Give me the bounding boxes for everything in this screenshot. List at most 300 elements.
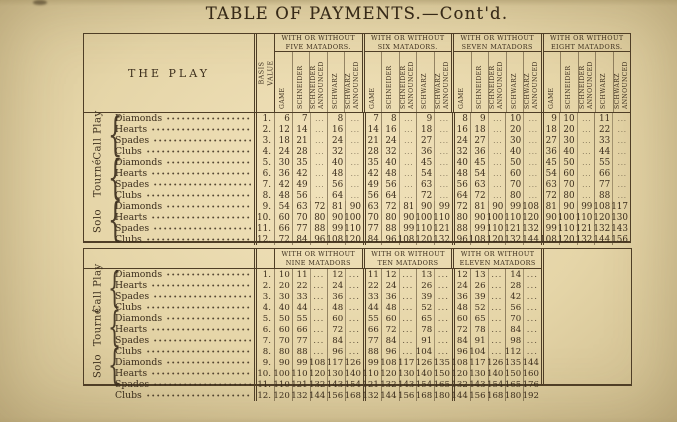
payments-table-lower (83, 248, 632, 401)
dotted-leader (152, 168, 251, 179)
payment-cell: 56 (363, 190, 381, 201)
play-name: Diamonds (115, 201, 163, 212)
payment-cell: 72 (381, 201, 399, 212)
payment-cell: 45 (541, 157, 559, 168)
payment-cell: 132 (308, 379, 326, 390)
column-header (416, 52, 434, 112)
basis-value-cell: 2. (254, 280, 274, 291)
group-title-label: WITH OR WITHOUT NINE MATADORS (281, 250, 356, 267)
payment-cell: ... (612, 168, 630, 179)
payment-cell: 70 (292, 212, 310, 223)
column-header (488, 52, 506, 112)
payment-cell: 28 (363, 146, 381, 157)
play-name: Spades (115, 379, 150, 390)
payment-cell: ... (345, 346, 363, 357)
payment-cell: 120 (415, 234, 433, 245)
payment-cell: ... (523, 190, 541, 201)
payment-cell: 48 (274, 190, 292, 201)
column-header (292, 52, 310, 112)
payment-cell: 64 (327, 190, 345, 201)
payment-cell: ... (523, 291, 541, 302)
matador-group-header (362, 34, 452, 112)
payment-cell: 108 (397, 234, 415, 245)
column-header-label: SCHWARZ (421, 73, 429, 109)
payment-cell: 11 (594, 113, 612, 124)
payment-cell: 63 (363, 201, 381, 212)
payment-cell: 100 (273, 368, 290, 379)
payment-cell: ... (612, 179, 630, 190)
payment-cell: 176 (522, 379, 539, 390)
payment-cell: 55 (292, 313, 310, 324)
payment-cell: ... (345, 168, 363, 179)
payment-cell: ... (523, 324, 541, 335)
payment-cell: 108 (540, 234, 557, 245)
brace: { (108, 341, 122, 390)
payment-cell: ... (310, 302, 328, 313)
payment-cell: ... (577, 157, 595, 168)
payment-cell: ... (612, 190, 630, 201)
payment-cell: ... (434, 113, 452, 124)
dotted-leader (167, 313, 251, 324)
payment-cell: 96 (452, 346, 470, 357)
payment-cell: ... (345, 135, 363, 146)
payment-cell: 45 (470, 157, 488, 168)
payment-cell: 42 (363, 168, 381, 179)
payment-cell: 144 (522, 234, 539, 245)
payment-cell: 160 (522, 368, 539, 379)
payment-cell: 99 (541, 223, 559, 234)
payment-cell: 16 (327, 124, 345, 135)
matador-group-header (451, 249, 541, 268)
payment-cell: ... (434, 291, 452, 302)
dotted-leader (147, 346, 251, 357)
payment-cell: 168 (415, 390, 433, 401)
basis-value-cell: 1. (254, 269, 274, 280)
column-header (544, 52, 561, 112)
payment-cell: 104 (415, 346, 433, 357)
payment-cell: 108 (326, 234, 344, 245)
payment-cell: 84 (381, 335, 399, 346)
payment-cell: 143 (397, 379, 415, 390)
payment-cell: 165 (504, 379, 522, 390)
column-header-label: GAME (547, 87, 555, 109)
play-name: Clubs (115, 234, 142, 245)
dotted-leader (152, 368, 251, 379)
column-header (471, 52, 489, 112)
payment-cell: ... (399, 190, 417, 201)
play-type-label: Solo (92, 353, 104, 378)
payment-cell: 40 (505, 146, 523, 157)
payment-cell: ... (488, 291, 506, 302)
play-name: Clubs (115, 302, 142, 313)
payment-cell: 32 (327, 146, 345, 157)
payment-cell: 144 (308, 390, 326, 401)
payment-cell: 36 (381, 291, 399, 302)
payment-cell: 9 (470, 113, 488, 124)
payment-cell: 150 (433, 368, 450, 379)
play-name: Diamonds (115, 113, 163, 124)
payment-cell: 120 (522, 212, 539, 223)
payment-cell: 90 (541, 212, 559, 223)
payment-cell: 60 (559, 168, 577, 179)
play-type-label: Tourné (92, 158, 104, 198)
payment-cell: 40 (381, 157, 399, 168)
payment-cell: 108 (593, 201, 611, 212)
payment-cell: ... (310, 313, 328, 324)
payment-cell: 165 (433, 379, 450, 390)
basis-value-cell: 10. (254, 212, 274, 223)
payment-cell: ... (612, 124, 630, 135)
payment-cell: 21 (363, 135, 381, 146)
payment-cell: 14 (505, 269, 523, 280)
payment-cell: ... (488, 190, 506, 201)
payment-cell: 18 (416, 124, 434, 135)
payment-cell: 8 (327, 113, 345, 124)
payment-cell: 6 (274, 113, 292, 124)
payment-cell: ... (434, 335, 452, 346)
payment-cell: 108 (522, 201, 539, 212)
payment-cell: 22 (594, 124, 612, 135)
payment-cell: ... (577, 168, 595, 179)
payment-cell: ... (345, 113, 363, 124)
payment-cell: 32 (381, 146, 399, 157)
payment-cell: ... (577, 179, 595, 190)
payment-cell: ... (434, 157, 452, 168)
payment-cell: 72 (470, 190, 488, 201)
payment-cell: 130 (397, 368, 415, 379)
payment-cell: ... (523, 280, 541, 291)
payment-cell: ... (345, 291, 363, 302)
payment-cell: 120 (486, 234, 504, 245)
payment-cell: ... (488, 135, 506, 146)
payment-cell: 121 (433, 223, 450, 234)
dotted-leader (154, 291, 251, 302)
column-header-label: SCHNEIDER ANNOUNCED (578, 61, 594, 109)
column-header-label: GAME (279, 87, 287, 109)
payment-cell: 90 (399, 212, 417, 223)
group-title-label: WITH OR WITHOUT EIGHT MATADORS. (544, 34, 631, 52)
payment-cell: 63 (470, 179, 488, 190)
matador-group-header (362, 249, 452, 268)
payment-cell: ... (523, 269, 541, 280)
dotted-leader (167, 157, 251, 168)
payment-cell: 77 (594, 179, 612, 190)
payment-cell: 36 (327, 291, 345, 302)
payment-cell: 121 (362, 379, 379, 390)
payment-cell: 90 (470, 212, 488, 223)
payment-cell: 32 (452, 146, 470, 157)
payment-cell: 130 (611, 212, 628, 223)
payment-cell: 121 (504, 223, 522, 234)
payment-cell: 84 (452, 335, 470, 346)
payment-cell: ... (399, 335, 417, 346)
payment-cell: ... (345, 146, 363, 157)
basis-value-cell: 4. (254, 146, 274, 157)
payment-cell: ... (488, 146, 506, 157)
payment-cell: 72 (310, 201, 328, 212)
column-header (506, 52, 524, 112)
payment-cell: 27 (416, 135, 434, 146)
dotted-leader (147, 302, 251, 313)
payment-cell: ... (577, 146, 595, 157)
payment-cell: 130 (469, 368, 486, 379)
brace: { (108, 302, 122, 351)
payment-cell: 8 (452, 113, 470, 124)
payment-cell: 135 (433, 357, 450, 368)
payment-cell: 24 (452, 135, 470, 146)
payment-cell: 48 (381, 302, 399, 313)
payment-cell: 33 (594, 135, 612, 146)
payment-cell: 80 (381, 212, 399, 223)
payment-cell: 143 (611, 223, 628, 234)
payment-cell: 81 (399, 201, 417, 212)
basis-value-cell: 1. (254, 113, 274, 124)
payment-cell: 120 (308, 368, 326, 379)
play-name: Diamonds (115, 313, 163, 324)
payment-cell: 110 (575, 212, 593, 223)
payment-cell: ... (523, 124, 541, 135)
payment-cell: 66 (292, 324, 310, 335)
payment-cell: 70 (505, 179, 523, 190)
payment-cell: 108 (380, 357, 397, 368)
payment-cell: 56 (292, 190, 310, 201)
payment-cell: ... (612, 157, 630, 168)
play-name: Diamonds (115, 357, 163, 368)
payment-cell: 42 (505, 291, 523, 302)
play-type-label: Tourné (92, 307, 104, 347)
table-body (84, 108, 630, 245)
payment-cell: 36 (416, 146, 434, 157)
payment-cell: 21 (292, 135, 310, 146)
payment-cell: 121 (291, 379, 308, 390)
payment-cell: 96 (327, 346, 345, 357)
payment-cell: 99 (577, 201, 595, 212)
payment-cell: 64 (452, 190, 470, 201)
payment-cell: 27 (541, 135, 559, 146)
payment-cell: 88 (381, 223, 399, 234)
payment-cell: 88 (452, 223, 470, 234)
column-header-label: SCHNEIDER (386, 65, 394, 109)
column-header (275, 52, 292, 112)
payment-cell: 80 (559, 190, 577, 201)
payment-cell: 110 (362, 368, 379, 379)
payment-cell: 20 (274, 280, 292, 291)
payment-cell: ... (310, 280, 328, 291)
payment-cell: ... (523, 335, 541, 346)
payment-cell: 84 (327, 335, 345, 346)
payment-cell: 12 (327, 269, 345, 280)
play-name: Spades (115, 179, 150, 190)
payment-cell: 33 (363, 291, 381, 302)
payment-cell: 80 (310, 212, 328, 223)
column-header (578, 52, 596, 112)
column-header (560, 52, 578, 112)
payment-cell: ... (488, 324, 506, 335)
payment-cell: 120 (451, 368, 468, 379)
sub-column-row (365, 52, 452, 112)
payment-cell: 42 (292, 168, 310, 179)
payment-cell: 126 (486, 357, 504, 368)
payment-cell: ... (434, 280, 452, 291)
payment-cell: 90 (327, 212, 345, 223)
payment-cell: ... (345, 313, 363, 324)
payment-cell: 99 (399, 223, 417, 234)
payment-cell: 54 (470, 168, 488, 179)
payment-cell: 65 (470, 313, 488, 324)
play-name: Hearts (115, 168, 148, 179)
payment-cell: 90 (416, 201, 434, 212)
payment-cell: 144 (380, 390, 397, 401)
payment-cell: 168 (486, 390, 504, 401)
payment-cell: ... (434, 324, 452, 335)
payment-cell: 90 (488, 201, 506, 212)
payment-cell: 7 (363, 113, 381, 124)
table-header (84, 34, 630, 113)
payment-cell: 9 (541, 113, 559, 124)
dotted-leader (154, 223, 251, 234)
payment-cell: 120 (557, 234, 575, 245)
payment-cell: ... (523, 157, 541, 168)
payment-cell: 16 (381, 124, 399, 135)
payment-cell: 180 (504, 390, 522, 401)
payment-cell: 110 (415, 223, 433, 234)
payment-cell: 120 (273, 390, 290, 401)
column-header-label: SCHNEIDER (296, 65, 304, 109)
payment-cell: ... (399, 157, 417, 168)
payment-cell: ... (434, 190, 452, 201)
ink-smudge (33, 0, 47, 5)
payment-cell: 30 (505, 135, 523, 146)
payment-cell: 154 (344, 379, 361, 390)
payment-cell: 36 (470, 146, 488, 157)
payment-cell: ... (523, 179, 541, 190)
matador-group-header (274, 249, 362, 268)
column-header (454, 52, 471, 112)
payment-cell: 9 (416, 113, 434, 124)
payment-cell: ... (310, 190, 328, 201)
payment-cell: 100 (344, 212, 361, 223)
payment-cell: ... (523, 113, 541, 124)
payment-cell: 110 (273, 379, 290, 390)
payment-cell: 90 (345, 201, 363, 212)
basis-value-cell: 9. (254, 201, 274, 212)
payment-cell: 70 (363, 212, 381, 223)
payment-cell: 88 (292, 346, 310, 357)
payment-cell: 108 (308, 357, 326, 368)
payment-cell: 12 (381, 269, 399, 280)
payment-cell: 110 (486, 223, 504, 234)
payment-cell: 72 (327, 324, 345, 335)
payment-cell: 143 (469, 379, 486, 390)
payment-cell: 60 (452, 313, 470, 324)
payment-cell: 72 (274, 234, 292, 245)
payment-cell: ... (434, 346, 452, 357)
play-type-label: Solo (92, 208, 104, 233)
payment-cell: 66 (594, 168, 612, 179)
basis-value-cell: 3. (254, 291, 274, 302)
play-name: Hearts (115, 212, 148, 223)
payment-cell: 39 (470, 291, 488, 302)
dotted-leader (167, 269, 251, 280)
payment-cell: 30 (559, 135, 577, 146)
payment-cell: 14 (363, 124, 381, 135)
payment-cell: 66 (363, 324, 381, 335)
payment-cell: 84 (292, 234, 310, 245)
payment-cell: 81 (327, 201, 345, 212)
basis-value-column (254, 34, 274, 112)
payment-cell: 132 (291, 390, 308, 401)
basis-value-cell: 12. (254, 234, 274, 245)
payment-cell: 40 (452, 157, 470, 168)
play-name: Hearts (115, 324, 148, 335)
payment-cell: ... (434, 124, 452, 135)
payment-cell: 18 (470, 124, 488, 135)
play-name: Hearts (115, 368, 148, 379)
play-column-header (84, 34, 254, 112)
payment-cell: 78 (470, 324, 488, 335)
payment-cell: 30 (274, 291, 292, 302)
payment-cell: 96 (452, 234, 470, 245)
payment-cell: 99 (363, 357, 381, 368)
payment-cell: 77 (292, 335, 310, 346)
payment-cell: 132 (362, 390, 379, 401)
sub-column-row (544, 52, 631, 112)
basis-value-cell: 2. (254, 124, 274, 135)
dotted-leader (147, 146, 251, 157)
payment-cell: 10 (559, 113, 577, 124)
dotted-leader (154, 335, 251, 346)
payment-cell: 117 (326, 357, 344, 368)
column-header-label: SCHWARZ (331, 73, 339, 109)
basis-value-cell: 8. (254, 346, 274, 357)
payment-cell: 100 (415, 212, 433, 223)
payment-cell: 50 (274, 313, 292, 324)
group-title-label: WITH OR WITHOUT SIX MATADORS. (365, 34, 452, 52)
payment-cell: ... (523, 302, 541, 313)
payment-cell: 60 (274, 212, 292, 223)
basis-value-cell: 6. (254, 324, 274, 335)
brace: { (108, 108, 123, 161)
payment-cell: 10 (274, 269, 292, 280)
payment-cell: 45 (416, 157, 434, 168)
payment-cell: ... (488, 313, 506, 324)
payment-cell: 88 (594, 190, 612, 201)
payment-cell: ... (310, 157, 328, 168)
payment-cell: ... (399, 269, 417, 280)
payment-cell: ... (310, 269, 328, 280)
payment-cell: ... (523, 168, 541, 179)
payment-cell: ... (345, 324, 363, 335)
payment-cell: 44 (594, 146, 612, 157)
payment-cell: ... (488, 157, 506, 168)
payment-cell: 11 (292, 269, 310, 280)
payment-cell: 20 (505, 124, 523, 135)
group-title-label: WITH OR WITHOUT FIVE MATADORS. (275, 34, 362, 52)
payment-cell: ... (434, 302, 452, 313)
basis-value-cell: 8. (254, 190, 274, 201)
payment-cell: 77 (363, 223, 381, 234)
payment-cell: 55 (594, 157, 612, 168)
payments-table-upper (83, 33, 631, 247)
payment-cell: 39 (416, 291, 434, 302)
upper-table-main (84, 34, 630, 247)
play-header-label: THE PLAY (128, 66, 210, 80)
payment-cell: ... (399, 302, 417, 313)
payment-cell: ... (434, 269, 452, 280)
basis-value-cell: 6. (254, 168, 274, 179)
payment-cell: 49 (363, 179, 381, 190)
group-title-label: WITH OR WITHOUT ELEVEN MATADORS (459, 250, 536, 267)
